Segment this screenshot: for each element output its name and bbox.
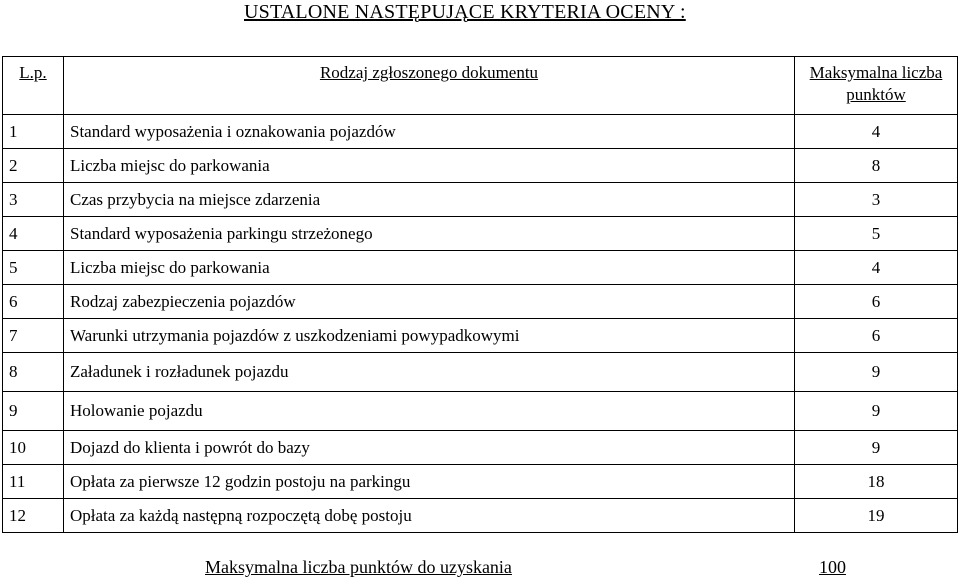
row-document: Dojazd do klienta i powrót do bazy [64,431,795,465]
row-points: 6 [795,285,958,319]
row-document: Liczba miejsc do parkowania [64,149,795,183]
row-points: 4 [795,115,958,149]
table-row [3,149,958,183]
row-points: 3 [795,183,958,217]
row-points: 8 [795,149,958,183]
row-lp: 11 [3,465,64,499]
row-document: Warunki utrzymania pojazdów z uszkodzeniami powypadkowymi [64,319,795,353]
header-points: Maksymalna liczba punktów [795,57,958,115]
row-points: 6 [795,319,958,353]
row-points: 5 [795,217,958,251]
row-points: 9 [795,431,958,465]
row-lp: 3 [3,183,64,217]
row-lp: 12 [3,499,64,533]
row-document: Holowanie pojazdu [64,392,795,431]
table-row [3,251,958,285]
footer-label: Maksymalna liczba punktów do uzyskania [205,557,512,577]
row-lp: 2 [3,149,64,183]
row-lp: 4 [3,217,64,251]
row-lp: 5 [3,251,64,285]
row-lp: 8 [3,353,64,392]
table-row [3,319,958,353]
table-row [3,217,958,251]
row-document: Rodzaj zabezpieczenia pojazdów [64,285,795,319]
table-row [3,392,958,431]
row-document: Opłata za pierwsze 12 godzin postoju na parkingu [64,465,795,499]
row-document: Opłata za każdą następną rozpoczętą dobę postoju [64,499,795,533]
footer-total [205,556,846,578]
row-lp: 10 [3,431,64,465]
table-row [3,285,958,319]
table-row [3,499,958,533]
table-row [3,353,958,392]
table-row [3,465,958,499]
table-row [3,183,958,217]
header-document: Rodzaj zgłoszonego dokumentu [64,57,795,115]
row-document: Standard wyposażenia i oznakowania pojazdów [64,115,795,149]
row-document: Czas przybycia na miejsce zdarzenia [64,183,795,217]
row-points: 9 [795,353,958,392]
table-row [3,431,958,465]
header-lp: L.p. [3,57,64,115]
table-row [3,115,958,149]
table-header-row [3,57,958,115]
document-title: USTALONE NASTĘPUJĄCE KRYTERIA OCENY : [244,1,686,23]
row-points: 4 [795,251,958,285]
row-points: 9 [795,392,958,431]
row-lp: 9 [3,392,64,431]
row-lp: 7 [3,319,64,353]
row-document: Standard wyposażenia parkingu strzeżonego [64,217,795,251]
row-points: 18 [795,465,958,499]
row-lp: 1 [3,115,64,149]
criteria-table [2,56,958,533]
row-document: Załadunek i rozładunek pojazdu [64,353,795,392]
row-lp: 6 [3,285,64,319]
footer-value: 100 [819,557,846,577]
row-document: Liczba miejsc do parkowania [64,251,795,285]
row-points: 19 [795,499,958,533]
